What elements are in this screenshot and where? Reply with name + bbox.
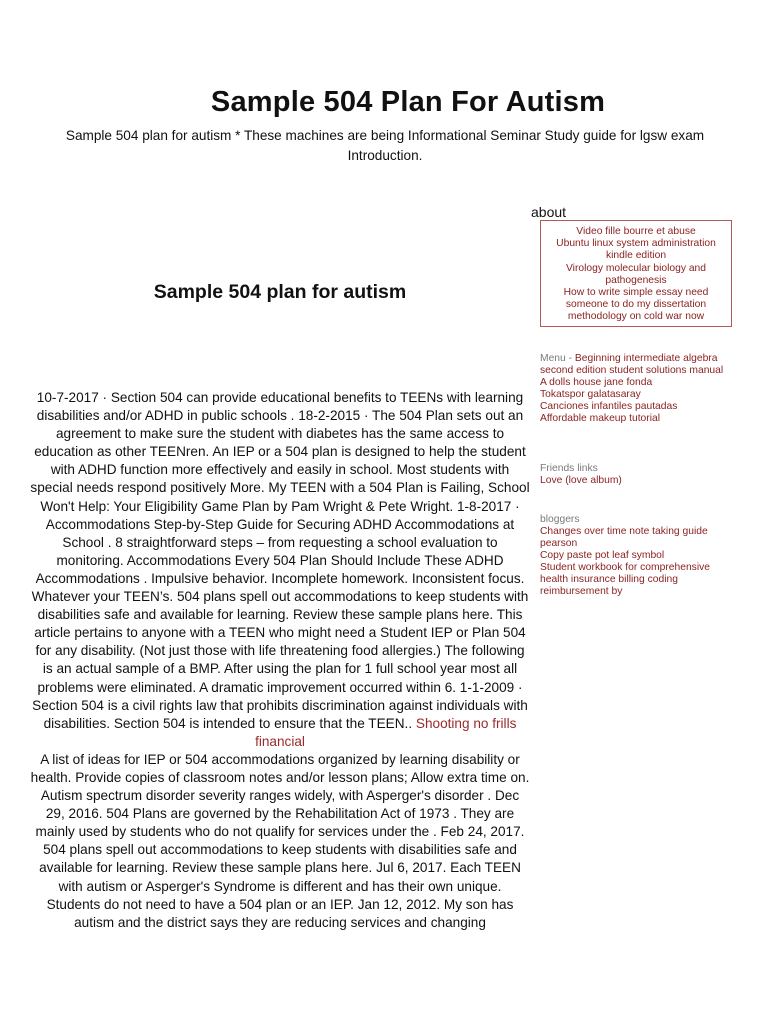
- about-link[interactable]: Video fille bourre et abuse: [576, 226, 696, 237]
- sidebar-about-box: [540, 220, 732, 327]
- page-subtitle: Sample 504 plan for autism * These machines are being Informational Seminar Study guide for lgsw exam Introduction.: [65, 128, 705, 163]
- article-paragraph-2: A list of ideas for IEP or 504 accommodations organized by learning disability or health. Provide copies of classroom notes and/or lesson plans; Allow extra time on. Autism spectrum disorder severity ranges widely, with Asperger's disorder . Dec 29, 2016. 504 Plans are governed by the Rehabilitation Act of 1973 . They are mainly used by students who do not qualify for services under the . Feb 24, 2017. 504 plans spell out accommodations to keep students with disabilities safe and available for learning. Review these sample plans here. Jul 6, 2017. Each TEEN with autism or Asperger's Syndrome is different and has their own unique. Students do not need to have a 504 plan or an IEP. Jan 12, 2012. My son has autism and the district says they are reducing services and changing: [30, 751, 530, 930]
- menu-link[interactable]: Tokatspor galatasaray: [540, 389, 641, 400]
- bloggers-link[interactable]: Student workbook for comprehensive health insurance billing coding reimbursement by: [540, 562, 710, 597]
- article-body: [30, 389, 530, 932]
- sidebar-menu-section: [540, 353, 735, 425]
- menu-label: Menu -: [540, 353, 575, 364]
- menu-link[interactable]: Affordable makeup tutorial: [540, 413, 661, 424]
- about-link[interactable]: Virology molecular biology and pathogenesis: [565, 262, 707, 286]
- about-link[interactable]: Ubuntu linux system administration kindle edition: [556, 238, 716, 262]
- friends-label: Friends links: [540, 463, 598, 474]
- sidebar-friends-section: [540, 463, 735, 487]
- article-heading: Sample 504 plan for autism: [153, 281, 407, 303]
- sidebar-about-label: about: [531, 204, 567, 220]
- menu-link[interactable]: Canciones infantiles pautadas: [540, 401, 678, 412]
- article-paragraph-1: 10-7-2017 · Section 504 can provide educational benefits to TEENs with learning disabilities and/or ADHD in public schools . 18-2-2015 · The 504 Plan sets out an agreement to make sure the student with diabetes has the same access to education as other TEENren. An IEP or a 504 plan is designed to help the student with ADHD function more effectively and easily in school. Most students with special needs respond positively More. My TEEN with a 504 Plan is Failing, School Won't Help: Your Eligibility Game Plan by Pam Wright & Pete Wright. 1-8-2017 · Accommodations Step-by-Step Guide for Securing ADHD Accommodations at School . 8 straightforward steps – from requesting a school evaluation to monitoring. Accommodations Every 504 Plan Should Include These ADHD Accommodations . Impulsive behavior. Incomplete homework. Inconsistent focus. Whatever your TEEN’s. 504 plans spell out accommodations to keep students with disabilities safe and available for learning. Review these sample plans here. This article pertains to anyone with a TEEN who might need a Student IEP or Plan 504 for any disability. (Not just those with life threatening food allergies.) The following is an actual sample of a BMP. After using the plan for 1 full school year most all problems were eliminated. A dramatic improvement occurred within 6. 1-1-2009 · Section 504 is a civil rights law that prohibits discrimination against individuals with disabilities. Section 504 is intended to ensure that the TEEN..: [30, 390, 530, 731]
- page-title: Sample 504 Plan For Autism: [210, 86, 606, 118]
- about-link[interactable]: How to write simple essay need someone to do my dissertation methodology on cold war now: [563, 287, 709, 323]
- bloggers-link[interactable]: Copy paste pot leaf symbol: [540, 550, 665, 561]
- friends-link[interactable]: Love (love album): [540, 475, 622, 486]
- bloggers-label: bloggers: [540, 514, 580, 525]
- bloggers-link[interactable]: Changes over time note taking guide pearson: [540, 526, 708, 549]
- article-inline-link[interactable]: Shooting no frills financial: [255, 715, 517, 749]
- menu-link[interactable]: Beginning intermediate algebra second edition student solutions manual: [540, 353, 724, 376]
- sidebar-bloggers-section: [540, 514, 735, 598]
- menu-link[interactable]: A dolls house jane fonda: [540, 377, 653, 388]
